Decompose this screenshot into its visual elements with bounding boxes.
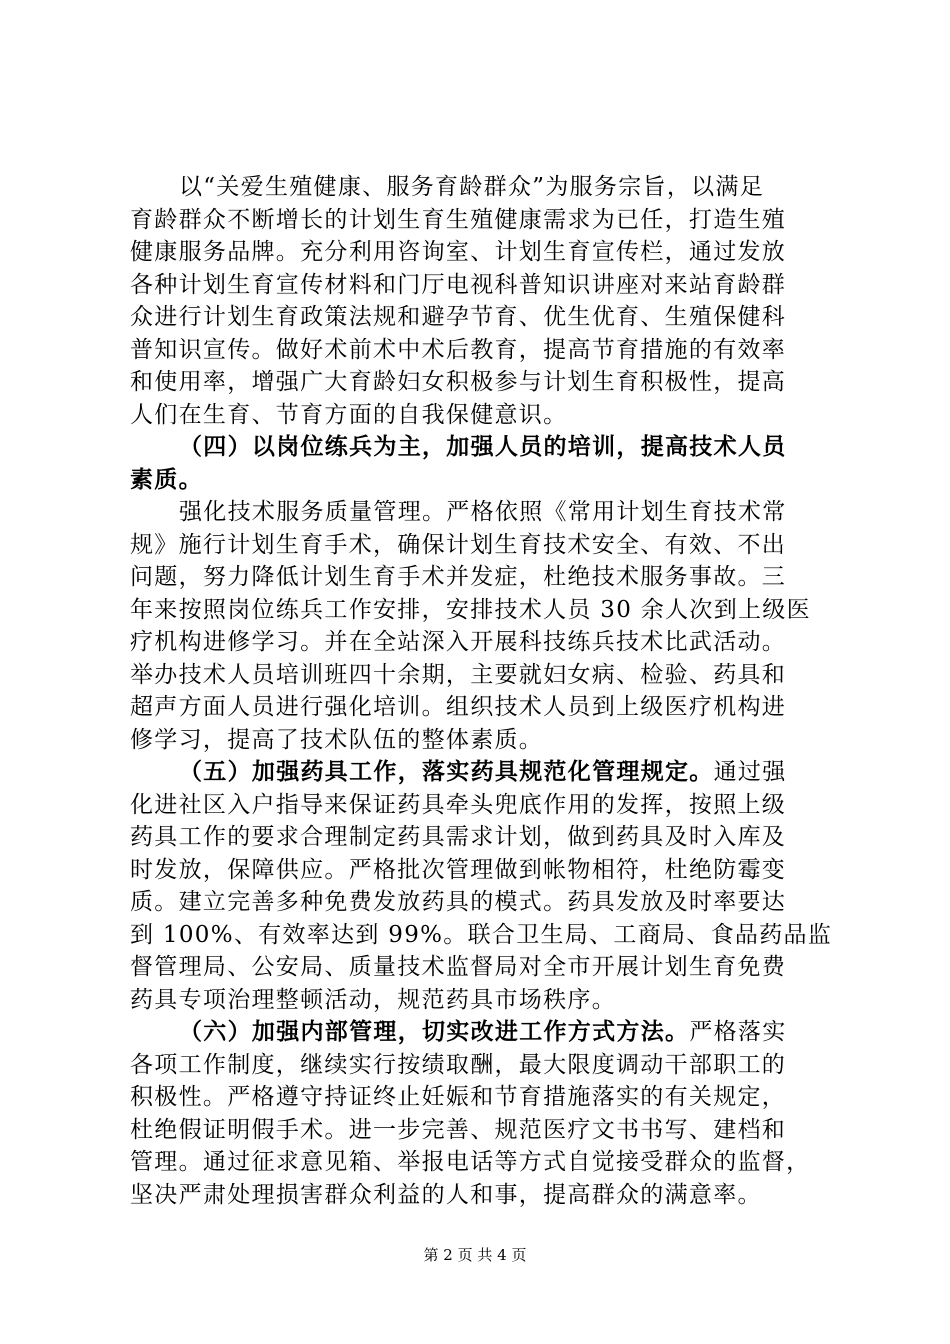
section-heading-5: （五）加强药具工作，落实药具规范化管理规定。: [179, 759, 714, 785]
text-line: 各项工作制度，继续实行按绩取酬，最大限度调动干部职工的: [130, 1051, 787, 1078]
paragraph-technical-quality: [130, 496, 832, 756]
text-line: 督管理局、公安局、质量技术监督局对全市开展计划生育免费: [130, 954, 787, 980]
section-heading-4: [130, 431, 832, 496]
text-line: 以“关爱生殖健康、服务育龄群众”为服务宗旨，以满足: [179, 174, 765, 200]
text-line: 普知识宣传。做好术前术中术后教育，提高节育措施的有效率: [130, 336, 787, 363]
document-body: [130, 171, 832, 1211]
text-line: 坚决严肃处理损害群众利益的人和事，提高群众的满意率。: [130, 1181, 762, 1208]
heading-line: [130, 1016, 832, 1049]
section-heading-6: （六）加强内部管理，切实改进工作方式方法。: [179, 1019, 690, 1045]
paragraph-medicine-management: [130, 756, 832, 1016]
text-line: 管理。通过征求意见箱、举报电话等方式自觉接受群众的监督，: [130, 1149, 811, 1175]
paragraph-internal-management: [130, 1016, 832, 1211]
text-line: 药具工作的要求合理制定药具需求计划，做到药具及时入库及: [130, 824, 787, 850]
text-line: 众进行计划生育政策法规和避孕节育、优生优育、生殖保健科: [130, 304, 787, 330]
paragraph-service-purpose: [130, 171, 832, 431]
text-line: 积极性。严格遵守持证终止妊娠和节育措施落实的有关规定，: [130, 1084, 787, 1110]
heading-tail: 通过强: [713, 759, 787, 785]
text-line: 化进社区入户指导来保证药具牵头兜底作用的发挥，按照上级: [130, 791, 787, 818]
text-line: 质。建立完善多种免费发放药具的模式。药具发放及时率要达: [130, 889, 787, 915]
text-line: 疗机构进修学习。并在全站深入开展科技练兵技术比武活动。: [130, 629, 787, 655]
text-line: 时发放，保障供应。严格批次管理做到帐物相符，杜绝防霉变: [130, 856, 787, 883]
heading-line: （四）以岗位练兵为主，加强人员的培训，提高技术人员: [179, 434, 787, 460]
text-line: 和使用率，增强广大育龄妇女积极参与计划生育积极性，提高: [130, 369, 787, 395]
text-line: 人们在生育、节育方面的自我保健意识。: [130, 401, 568, 428]
text-line: 杜绝假证明假手术。进一步完善、规范医疗文书书写、建档和: [130, 1116, 787, 1143]
text-line: 强化技术服务质量管理。严格依照《常用计划生育技术常: [179, 499, 787, 525]
text-line: 各种计划生育宣传材料和门厅电视科普知识讲座对来站育龄群: [130, 271, 787, 298]
text-line: 修学习，提高了技术队伍的整体素质。: [130, 726, 544, 753]
text-line: 年来按照岗位练兵工作安排，安排技术人员 30 余人次到上级医: [130, 596, 811, 623]
text-line: 到 100%、有效率达到 99%。联合卫生局、工商局、食品药品监: [130, 921, 832, 948]
page-footer: 第 2 页 共 4 页: [423, 1246, 527, 1264]
text-line: 举办技术人员培训班四十余期，主要就妇女病、检验、药具和: [130, 661, 787, 688]
heading-line: 素质。: [130, 466, 203, 493]
text-line: 规》施行计划生育手术，确保计划生育技术安全、有效、不出: [130, 531, 787, 558]
text-line: 问题，努力降低计划生育手术并发症，杜绝技术服务事故。三: [130, 564, 787, 590]
text-line: 药具专项治理整顿活动，规范药具市场秩序。: [130, 986, 616, 1013]
text-line: 育龄群众不断增长的计划生育生殖健康需求为已任，打造生殖: [130, 206, 787, 233]
heading-tail: 严格落实: [689, 1019, 787, 1045]
text-line: 超声方面人员进行强化培训。组织技术人员到上级医疗机构进: [130, 694, 787, 720]
text-line: 健康服务品牌。充分利用咨询室、计划生育宣传栏，通过发放: [130, 239, 787, 265]
heading-line: [130, 756, 832, 789]
